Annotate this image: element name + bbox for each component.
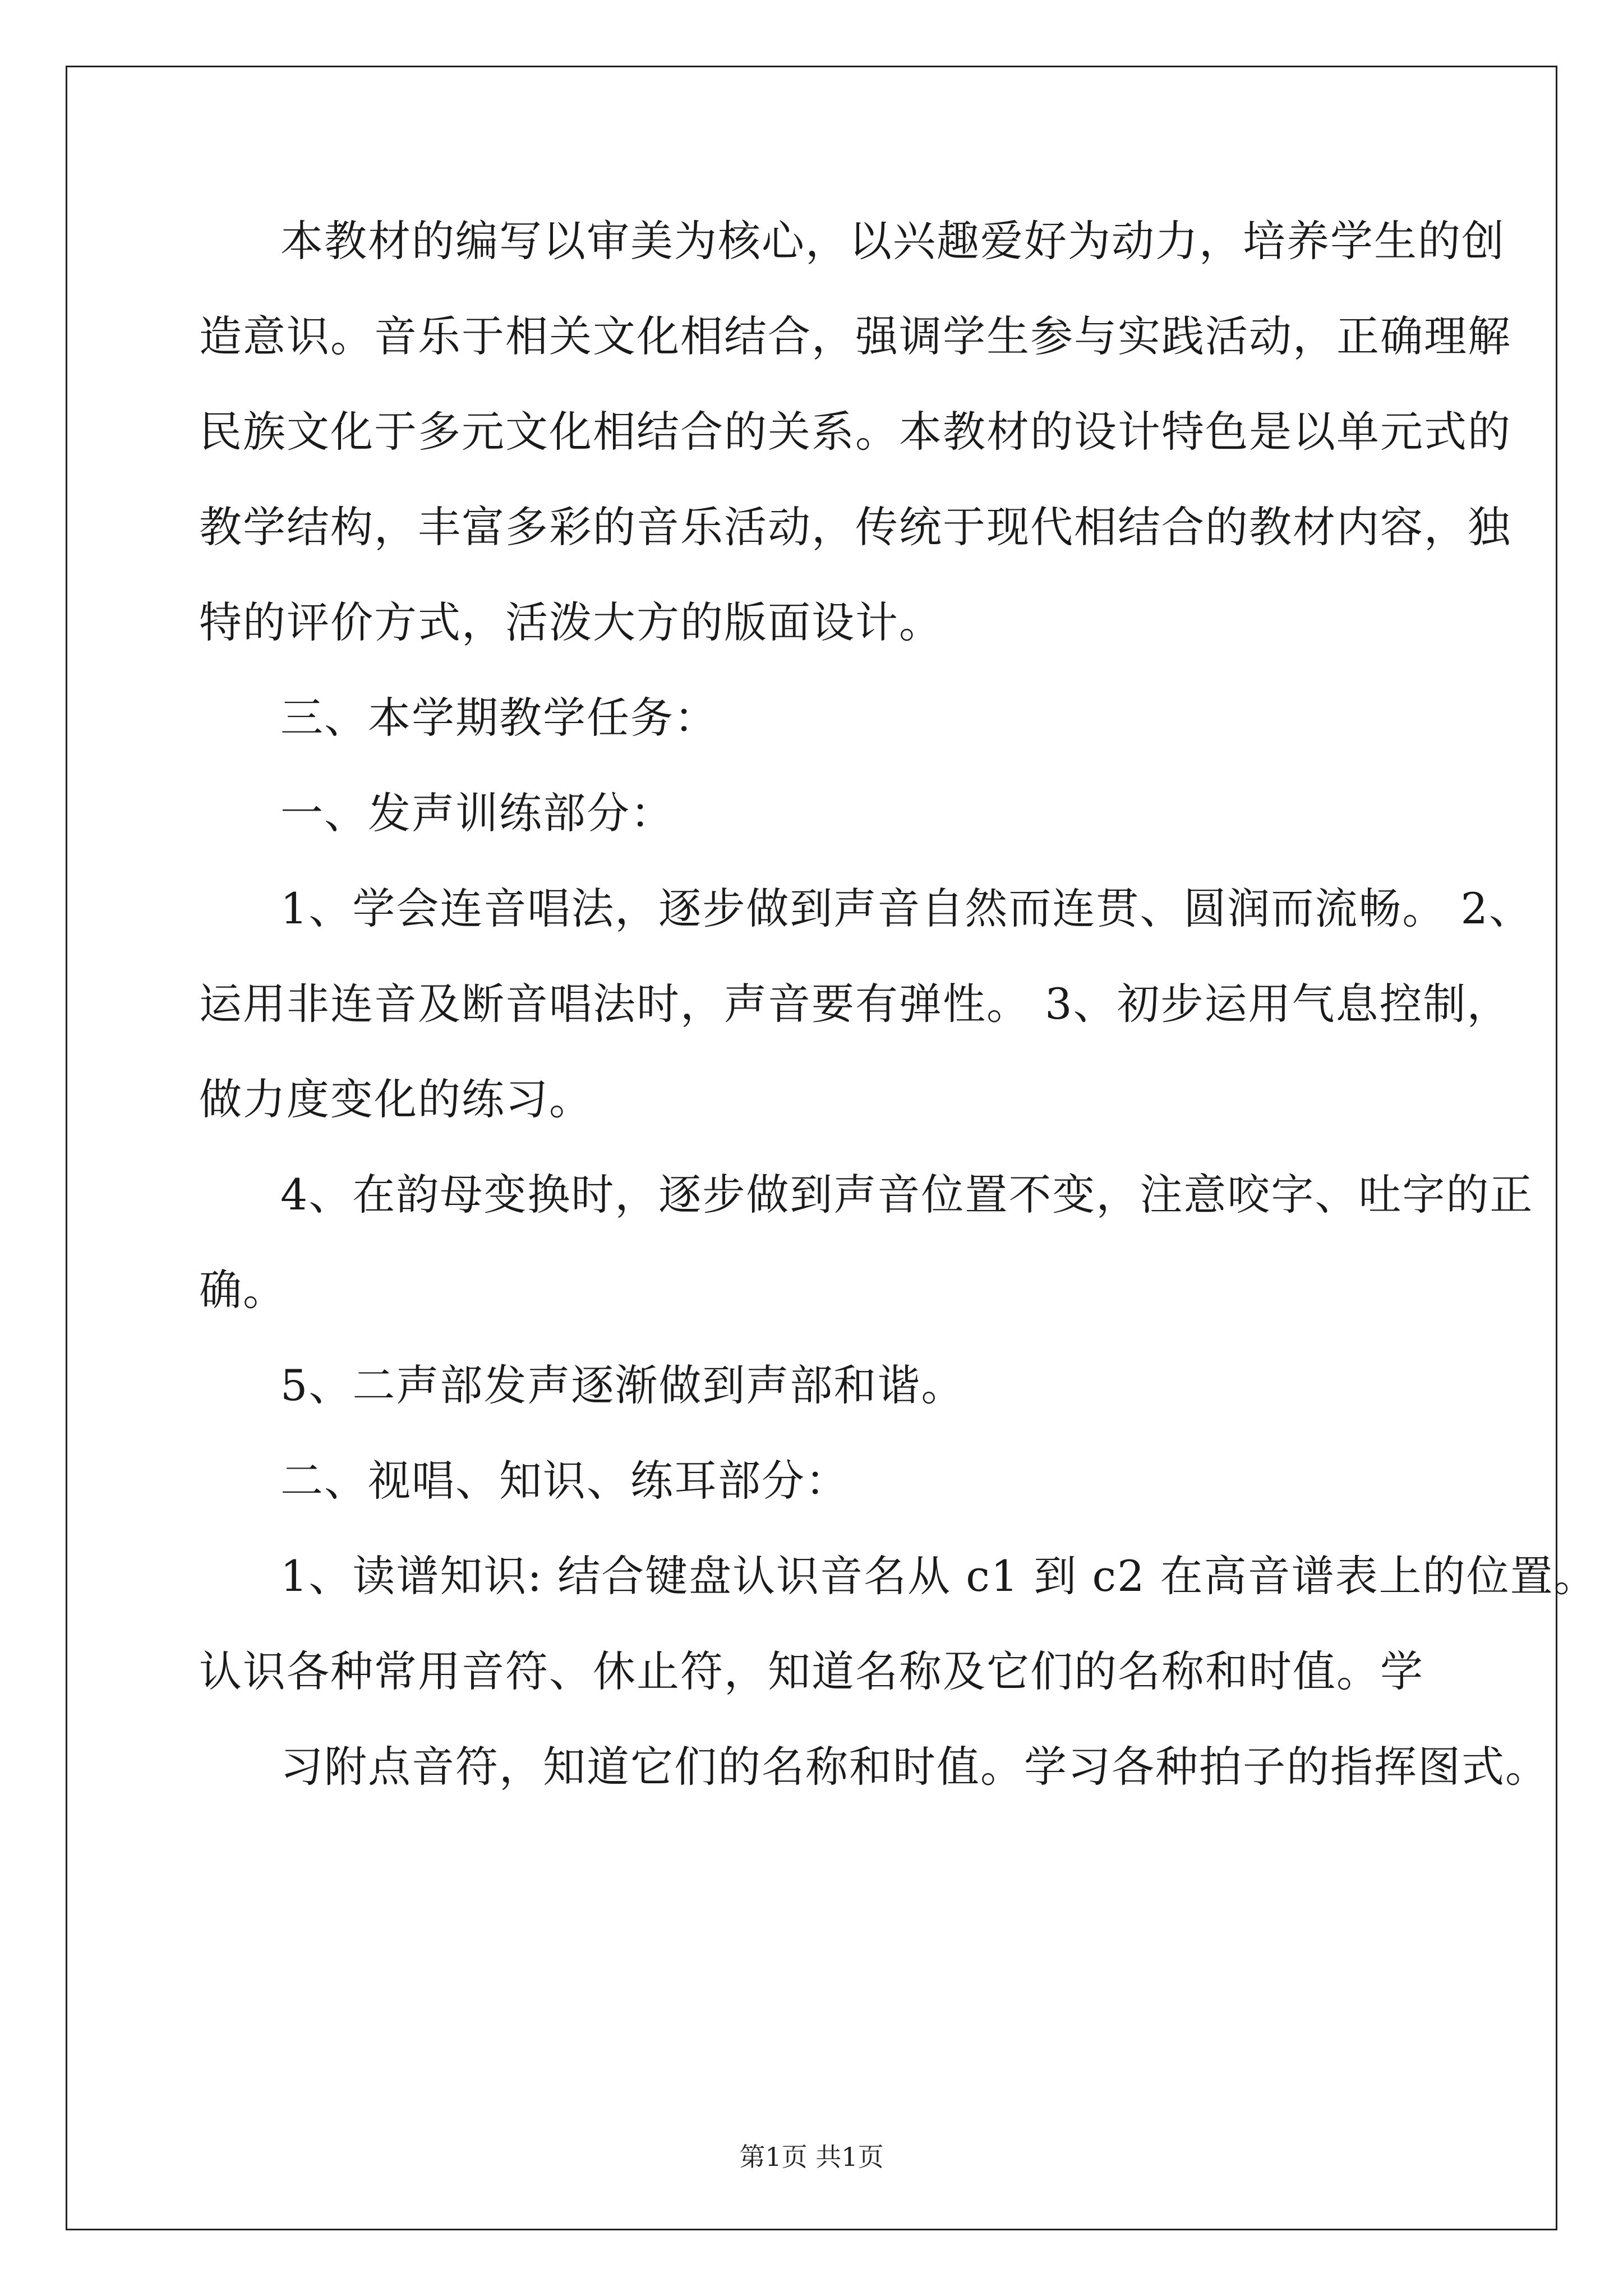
page-border	[66, 66, 1557, 2230]
paragraph-line: 教学结构，丰富多彩的音乐活动，传统于现代相结合的教材内容，独	[199, 502, 1511, 552]
paragraph-line: 确。	[199, 1265, 287, 1315]
paragraph-line: 5、二声部发声逐渐做到声部和谐。	[280, 1360, 965, 1410]
paragraph-line: 1、读谱知识: 结合键盘认识音名从 c1 到 c2 在高音谱表上的位置。	[280, 1551, 1598, 1601]
paragraph-line: 特的评价方式，活泼大方的版面设计。	[199, 597, 943, 647]
page-number-footer: 第1页 共1页	[739, 2142, 884, 2172]
section-heading: 三、本学期教学任务：	[280, 693, 718, 743]
paragraph-line: 民族文化于多元文化相结合的关系。本教材的设计特色是以单元式的	[199, 407, 1511, 457]
paragraph-line: 认识各种常用音符、休止符，知道名称及它们的名称和时值。学	[199, 1646, 1424, 1696]
paragraph-line: 造意识。音乐于相关文化相结合，强调学生参与实践活动，正确理解	[199, 311, 1511, 361]
paragraph-line: 做力度变化的练习。	[199, 1074, 593, 1124]
paragraph-line: 运用非连音及断音唱法时，声音要有弹性。 3、初步运用气息控制，	[199, 979, 1511, 1029]
paragraph-line: 本教材的编写以审美为核心，以兴趣爱好为动力，培养学生的创	[280, 216, 1505, 266]
section-heading: 二、视唱、知识、练耳部分：	[280, 1456, 849, 1506]
paragraph-line: 1、学会连音唱法，逐步做到声音自然而连贯、圆润而流畅。 2、	[280, 884, 1533, 933]
section-heading: 一、发声训练部分：	[280, 788, 674, 838]
paragraph-line: 习附点音符，知道它们的名称和时值。学习各种拍子的指挥图式。	[280, 1742, 1549, 1792]
paragraph-line: 4、在韵母变换时，逐步做到声音位置不变，注意咬字、吐字的正	[280, 1170, 1534, 1220]
